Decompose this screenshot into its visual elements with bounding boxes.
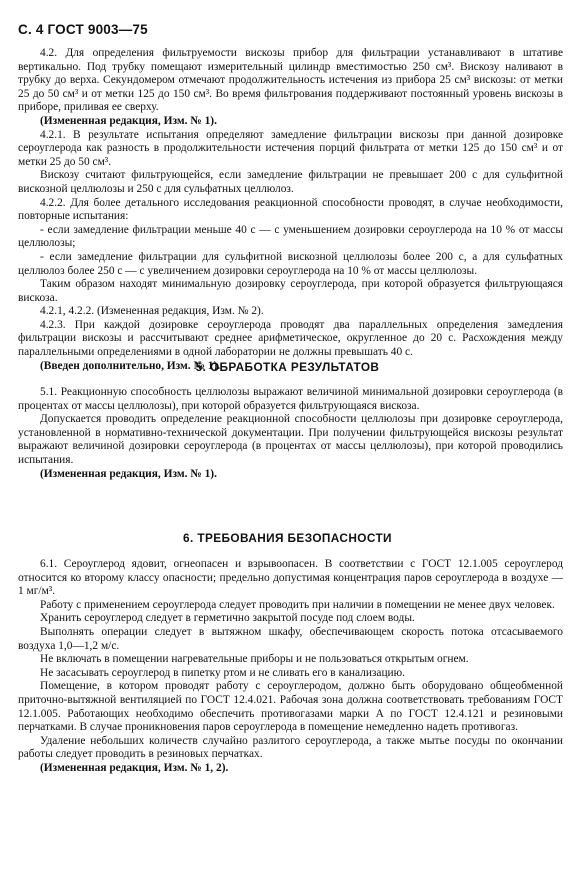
list-item: - если замедление фильтрации меньше 40 с — с уменьшением дозировки сероуглерода на 10 % от массы целлюлозы; bbox=[18, 223, 563, 250]
paragraph-4-2: 4.2. Для определения фильтруемости вискозы прибор для фильтрации устанавливают в штативе вертикально. Под трубку помещают измерительный цилиндр вместимостью 250 см³. Вискозу наливают в трубку до верха. Секундомером отмечают продолжительность истечения из прибора 25 см³ вискозы: от метки 25 до 50 см³ и от метки 125 до 150 см³. Во время фильтрования поддерживают постоянный уровень вискозы в приборе, приливая ее сверху. bbox=[18, 47, 563, 114]
paragraph-5-1: 5.1. Реакционную способность целлюлозы выражают величиной минимальной дозировки сероуглерода (в процентах от массы целлюлозы), при которой образуется фильтрующаяся вискоза. bbox=[18, 386, 563, 412]
paragraph-4-2-2: 4.2.2. Для более детального исследования реакционной способности проводят, в случае необходимости, повторные испытания: bbox=[18, 196, 563, 223]
section-5-text bbox=[18, 386, 563, 481]
section-title-6: 6. ТРЕБОВАНИЯ БЕЗОПАСНОСТИ bbox=[183, 531, 392, 545]
amendment-note: (Измененная редакция, Изм. № 1). bbox=[40, 467, 217, 480]
amendment-note: (Измененная редакция, Изм. № 1, 2). bbox=[40, 761, 229, 774]
paragraph: Таким образом находят минимальную дозировку сероуглерода, при которой образуется фильтрующаяся вискоза. bbox=[18, 278, 563, 304]
paragraph-4-2-1: 4.2.1. В результате испытания определяют замедление фильтрации вискозы при данной дозировке сероуглерода как разность в продолжительности истечения порций фильтрата от метки 125 до 150 см³ и от метки 25 до 50 см³. bbox=[18, 128, 563, 168]
amendment-note: (Введен дополнительно, Изм. № 1). bbox=[40, 359, 221, 372]
section-title-5: 5. ОБРАБОТКА РЕЗУЛЬТАТОВ bbox=[195, 360, 380, 374]
paragraph: Не включать в помещении нагревательные приборы и не пользоваться открытым огнем. bbox=[40, 653, 469, 666]
section-6-text bbox=[18, 558, 563, 776]
paragraph: Удаление небольших количеств случайно разлитого сероуглерода, а также мытье посуды по окончании работы следует проводить в резиновых перчатках. bbox=[18, 734, 563, 761]
amendment-note: (Измененная редакция, Изм. № 1). bbox=[40, 114, 217, 127]
paragraph: Вискозу считают фильтрующейся, если замедление фильтрации не превышает 200 с для сульфитной вискозной целлюлозы и 250 с для сульфатных целлюлоз. bbox=[18, 169, 563, 195]
paragraph: Не засасывать сероуглерод в пипетку ртом и не сливать его в канализацию. bbox=[40, 666, 406, 679]
paragraph: Работу с применением сероуглерода следует проводить при наличии в помещении не менее двух человек. bbox=[40, 598, 555, 611]
paragraph-4-2-3: 4.2.3. При каждой дозировке сероуглерода проводят два параллельных определения замедления фильтрации вискозы и рассчитывают среднее арифметическое, округленное до 20 с. Расхождения между параллельными определениями в одной лаборатории не должны превышать 40 с. bbox=[18, 318, 563, 359]
top-text-block bbox=[18, 47, 563, 373]
paragraph: Допускается проводить определение реакционной способности целлюлозы при дозировке сероуглерода, установленной в нормативно-технической документации. При получении фильтрующейся вискозы результат выражают величиной дозировки сероуглерода (в процентах от массы целлюлозы), при которой проводились испытания. bbox=[18, 413, 563, 466]
paragraph: Выполнять операции следует в вытяжном шкафу, обеспечивающем скорость потока отсасываемого воздуха 1,0—1,2 м/с. bbox=[18, 625, 563, 652]
amendment-note: 4.2.1, 4.2.2. (Измененная редакция, Изм. № 2). bbox=[40, 305, 264, 318]
list-item: - если замедление фильтрации для сульфитной вискозной целлюлозы более 200 с, а для сульфатных целлюлоз более 250 с — с увеличением дозировки сероуглерода на 10 % от массы целлюлозы. bbox=[18, 250, 563, 277]
paragraph: Хранить сероуглерод следует в герметично закрытой посуде под слоем воды. bbox=[40, 612, 415, 625]
paragraph: Помещение, в котором проводят работу с сероуглеродом, должно быть оборудовано общеобменной приточно-вытяжной вентиляцией по ГОСТ 12.4.021. Рабочая зона должна соответствовать требованиям ГОСТ 12.1.005. Работающих необходимо обеспечить противогазами марки А по ГОСТ 12.4.121 и резиновыми перчатками. В случае проникновения паров сероуглерода в помещение немедленно надеть противогаз. bbox=[18, 680, 563, 734]
paragraph-6-1: 6.1. Сероуглерод ядовит, огнеопасен и взрывоопасен. В соответствии с ГОСТ 12.1.005 сероуглерод относится ко второму классу опасности; предельно допустимая концентрация паров сероуглерода в воздухе — 1 мг/м³. bbox=[18, 558, 563, 598]
page-header: С. 4 ГОСТ 9003—75 bbox=[18, 22, 148, 37]
